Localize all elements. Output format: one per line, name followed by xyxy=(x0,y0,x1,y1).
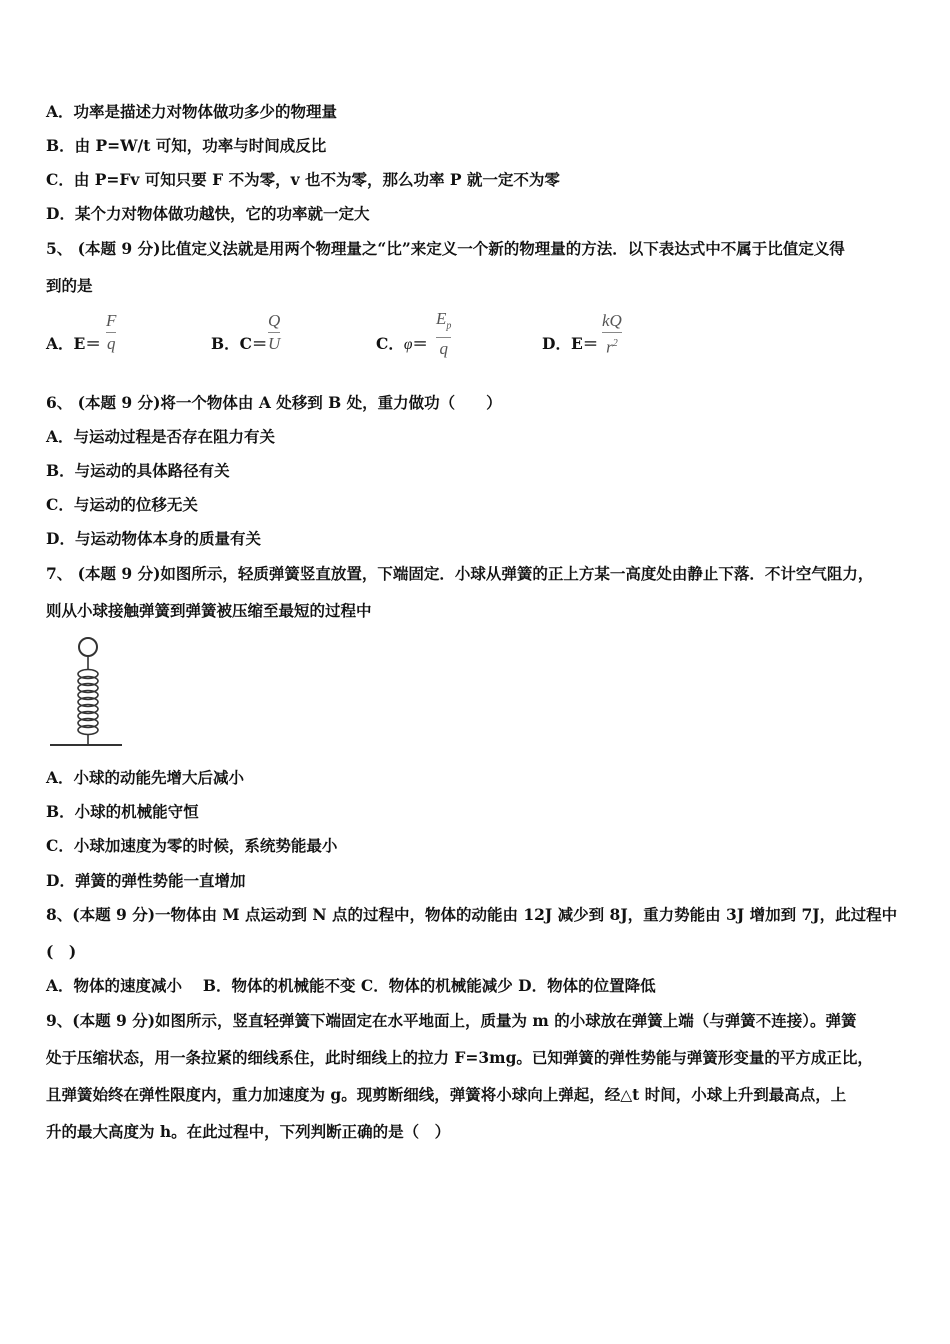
q7-option-c: C．小球加速度为零的时候，系统势能最小 xyxy=(46,836,338,855)
fraction-bar xyxy=(602,332,622,333)
spring-coil xyxy=(78,656,98,744)
equals-sign: ＝ xyxy=(412,334,428,353)
q5-option-a-fraction xyxy=(106,311,116,354)
q9-stem-line1: 9、(本题 9 分)如图所示，竖直轻弹簧下端固定在水平地面上，质量为 m 的小球放在弹簧上端（与弹簧不连接）。弹簧 xyxy=(46,1011,857,1030)
option-letter: C． xyxy=(376,334,404,353)
q9-stem-line4: 升的最大高度为 h。在此过程中，下列判断正确的是（ ） xyxy=(46,1122,451,1141)
fraction-numerator: $E_p$ xyxy=(436,309,452,332)
q5-option-b-fraction xyxy=(268,311,280,354)
q5-option-b-label: B．C＝ xyxy=(211,334,268,353)
fraction-numerator: kQ xyxy=(602,311,622,330)
q9-stem-line3: 且弹簧始终在弹性限度内，重力加速度为 g。现剪断细线，弹簧将小球向上弹起，经△t 时间，小球上升到最高点，上 xyxy=(46,1085,847,1104)
q9-stem-line2: 处于压缩状态，用一条拉紧的细线系住，此时细线上的拉力 F=3mg。已知弹簧的弹性势能与弹簧形变量的平方成正比， xyxy=(46,1048,873,1067)
fraction-bar xyxy=(268,332,280,333)
fraction-bar xyxy=(436,337,451,338)
q5-option-d-fraction xyxy=(602,311,622,358)
ball-spring-figure xyxy=(46,636,126,752)
q5-option-d-label: D．E＝ xyxy=(542,334,599,353)
q5-option-c-fraction xyxy=(436,309,451,359)
q8-stem-line2: ( ) xyxy=(46,942,77,961)
q7-stem-line1: 7、 (本题 9 分)如图所示，轻质弹簧竖直放置，下端固定．小球从弹簧的正上方某一高度处由静止下落．不计空气阻力， xyxy=(46,564,874,583)
q8-stem-line1: 8、(本题 9 分)一物体由 M 点运动到 N 点的过程中，物体的动能由 12J 减少到 8J，重力势能由 3J 增加到 7J，此过程中 xyxy=(46,905,898,924)
q7-option-a: A．小球的动能先增大后减小 xyxy=(46,768,245,787)
q4-option-a: A．功率是描述力对物体做功多少的物理量 xyxy=(46,102,338,121)
q6-option-b: B．与运动的具体路径有关 xyxy=(46,461,230,480)
q5-option-c-label xyxy=(376,334,428,355)
fraction-bar xyxy=(106,332,116,333)
q6-option-d: D．与运动物体本身的质量有关 xyxy=(46,529,261,548)
q4-option-d: D．某个力对物体做功越快，它的功率就一定大 xyxy=(46,204,370,223)
fraction-denominator: q xyxy=(106,334,116,353)
q6-option-a: A．与运动过程是否存在阻力有关 xyxy=(46,427,276,446)
fraction-denominator: U xyxy=(268,334,281,353)
q4-option-c: C．由 P=Fv 可知只要 F 不为零，v 也不为零，那么功率 P 就一定不为零 xyxy=(46,170,560,189)
q7-option-b: B．小球的机械能守恒 xyxy=(46,802,199,821)
q7-stem-line2: 则从小球接触弹簧到弹簧被压缩至最短的过程中 xyxy=(46,601,372,620)
fraction-numerator: F xyxy=(106,311,117,330)
phi-symbol: φ xyxy=(403,336,413,353)
ball xyxy=(79,638,97,656)
q5-stem-line1: 5、 (本题 9 分)比值定义法就是用两个物理量之“比”来定义一个新的物理量的方法．以下表达式中不属于比值定义得 xyxy=(46,239,845,258)
q5-option-a-label: A．E＝ xyxy=(46,334,101,353)
fraction-denominator: q xyxy=(439,339,448,359)
fraction-denominator: $r^2$ xyxy=(606,337,618,357)
fraction-numerator: Q xyxy=(268,311,281,330)
q4-option-b: B．由 P=W/t 可知，功率与时间成反比 xyxy=(46,136,327,155)
q6-option-c: C．与运动的位移无关 xyxy=(46,495,198,514)
q7-option-d: D．弹簧的弹性势能一直增加 xyxy=(46,871,246,890)
q6-stem: 6、 (本题 9 分)将一个物体由 A 处移到 B 处，重力做功（ ） xyxy=(46,393,502,412)
q5-stem-line2: 到的是 xyxy=(46,276,93,295)
q8-options: A．物体的速度减小 B．物体的机械能不变 C．物体的机械能减少 D．物体的位置降低 xyxy=(46,976,656,995)
